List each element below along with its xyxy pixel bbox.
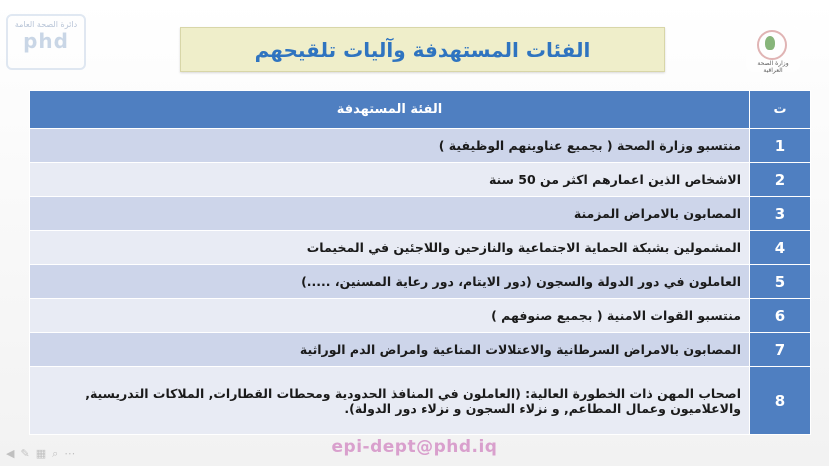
- back-icon[interactable]: ◀: [6, 447, 15, 460]
- table-body: [30, 129, 811, 435]
- table-row: [30, 129, 811, 163]
- row-number: 6: [750, 299, 811, 333]
- row-number: 1: [750, 129, 811, 163]
- row-number: 8: [750, 367, 811, 435]
- table-row: [30, 163, 811, 197]
- more-icon[interactable]: ⋯: [64, 447, 76, 460]
- row-category-text: منتسبو القوات الامنية ( بجميع صنوفهم ): [30, 299, 750, 333]
- title-box: [180, 27, 665, 72]
- table-row: [30, 231, 811, 265]
- table-header-row: [30, 91, 811, 129]
- target-groups-table: [29, 90, 811, 435]
- logo-caption: وزارة الصحة العراقية: [757, 60, 789, 74]
- ministry-logo: [746, 26, 800, 72]
- phd-logo: [6, 14, 86, 70]
- number-column-header: ت: [750, 91, 811, 129]
- footer-email: epi-dept@phd.iq: [331, 437, 498, 457]
- table-row: [30, 367, 811, 435]
- presentation-toolbar: [6, 447, 75, 461]
- row-category-text: العاملون في دور الدولة والسجون (دور الايتام، دور رعاية المسنين، .....): [30, 265, 750, 299]
- row-number: 5: [750, 265, 811, 299]
- row-category-text: المشمولين بشبكة الحماية الاجتماعية والنازحين واللاجئين في المخيمات: [30, 231, 750, 265]
- table-row: [30, 197, 811, 231]
- logo-small-text: دائرة الصحة العامة: [14, 20, 78, 29]
- row-category-text: اصحاب المهن ذات الخطورة العالية: (العاملون في المنافذ الحدودية ومحطات القطارات, الملاكات التدريسية, والاعلاميون وعمال المطاعم, و نزلاء السجون و نزلاء دور الدولة).: [30, 367, 750, 435]
- table-row: [30, 265, 811, 299]
- row-category-text: الاشخاص الذين اعمارهم اكثر من 50 سنة: [30, 163, 750, 197]
- leaf-icon: [765, 36, 775, 50]
- table-row: [30, 333, 811, 367]
- row-category-text: المصابون بالامراض السرطانية والاعتلالات المناعية وامراض الدم الوراثية: [30, 333, 750, 367]
- row-number: 7: [750, 333, 811, 367]
- row-category-text: منتسبو وزارة الصحة ( بجميع عناوينهم الوظيفية ): [30, 129, 750, 163]
- logo-big-text: phd: [23, 29, 69, 53]
- row-number: 3: [750, 197, 811, 231]
- row-number: 4: [750, 231, 811, 265]
- row-number: 2: [750, 163, 811, 197]
- pen-icon[interactable]: ✎: [20, 447, 30, 460]
- table-row: [30, 299, 811, 333]
- row-category-text: المصابون بالامراض المزمنة: [30, 197, 750, 231]
- slide-title: الفئات المستهدفة وآليات تلقيحهم: [254, 37, 591, 62]
- category-column-header: الفئة المستهدفة: [30, 91, 750, 129]
- zoom-icon[interactable]: ⌕: [52, 447, 59, 460]
- slides-icon[interactable]: ▦: [35, 447, 47, 460]
